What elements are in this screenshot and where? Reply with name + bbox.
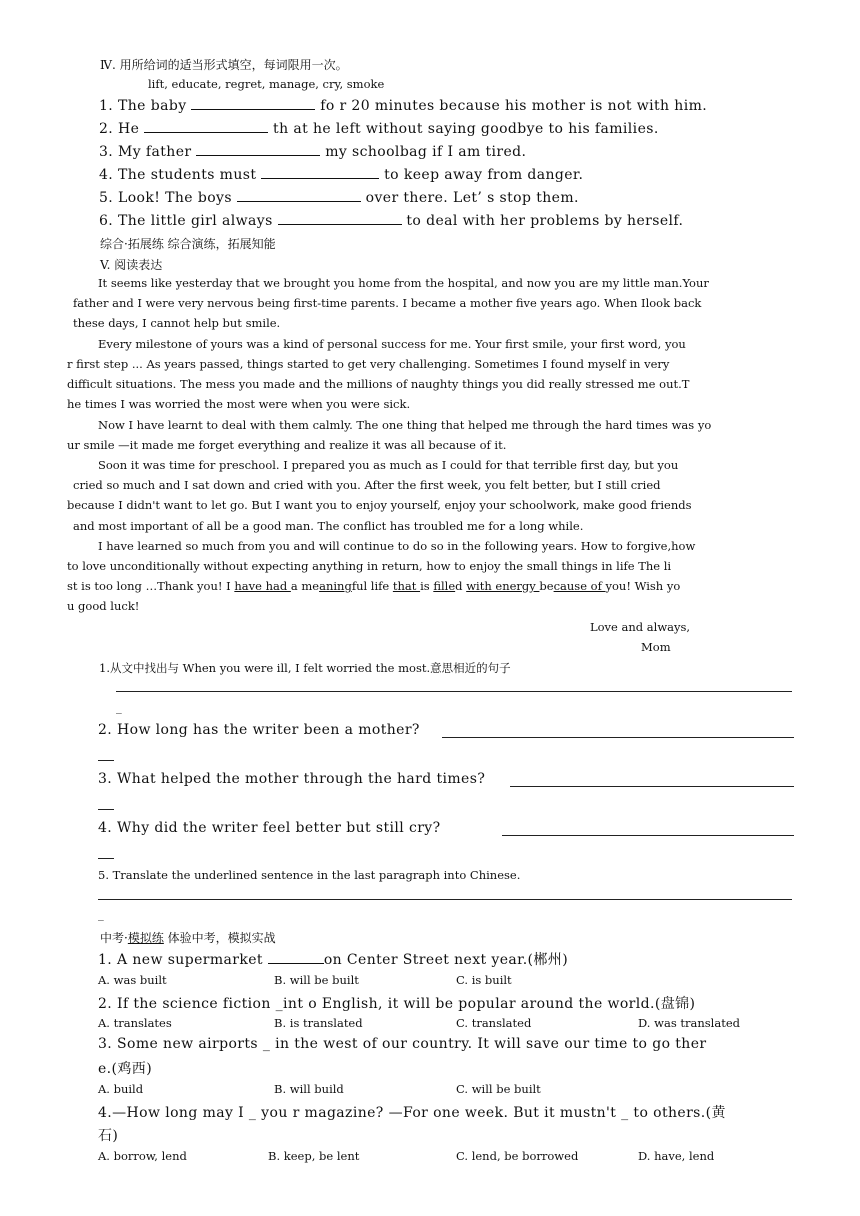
passage-line: Soon it was time for preschool. I prepared you as much as I could for that terrible first day, but you — [98, 458, 679, 472]
exam-heading: 中考·模拟练 体验中考，模拟实战 — [100, 931, 276, 945]
passage-line: these days, I cannot help but smile. — [73, 316, 281, 330]
passage-line: u good luck! — [67, 599, 140, 613]
fill-item-2: 2. He th at he left without saying goodbye to his families. — [99, 121, 659, 137]
fill-item-4: 4. The students must to keep away from danger. — [99, 167, 584, 183]
option-a[interactable]: A. borrow, lend — [98, 1149, 187, 1163]
mc-question-4: 4.—How long may I _ you r magazine? —For one week. But it mustn't _ to others.(黄 — [98, 1105, 726, 1121]
mc-question-4-cont: 石) — [98, 1128, 119, 1144]
answer-dash-line — [98, 809, 114, 810]
passage-line: father and I were very nervous being first-time parents. I became a mother five years ago. When Ilook back — [73, 296, 702, 310]
question-4: 4. Why did the writer feel better but still cry? — [98, 820, 441, 836]
option-b[interactable]: B. keep, be lent — [268, 1149, 360, 1163]
option-b[interactable]: B. will be built — [274, 973, 359, 987]
fill-item-5: 5. Look! The boys over there. Let’ s stop them. — [99, 190, 579, 206]
passage-line: cried so much and I sat down and cried with you. After the first week, you felt better, but I still cried — [73, 478, 661, 492]
passage-line: difficult situations. The mess you made and the millions of naughty things you did really stressed me out.T — [67, 377, 690, 391]
passage-line: ur smile —it made me forget everything and realize it was all because of it. — [67, 438, 507, 452]
section5-heading: V. 阅读表达 — [100, 258, 163, 272]
question-5: 5. Translate the underlined sentence in the last paragraph into Chinese. — [98, 868, 521, 882]
answer-line-4[interactable] — [502, 835, 794, 836]
option-a[interactable]: A. translates — [98, 1016, 172, 1030]
mc-question-3-cont: e.(鸡西) — [98, 1061, 153, 1077]
blank-input-1[interactable] — [191, 96, 315, 110]
question-3: 3. What helped the mother through the hard times? — [98, 771, 486, 787]
passage-line: It seems like yesterday that we brought you home from the hospital, and now you are my little man.Your — [98, 276, 709, 290]
mc-question-1: 1. A new supermarket on Center Street next year.(郴州) — [98, 952, 569, 968]
letter-closing: Love and always, — [590, 620, 691, 634]
blank-input-5[interactable] — [237, 188, 361, 202]
answer-dash-line — [98, 858, 114, 859]
passage-line: he times I was worried the most were when you were sick. — [67, 397, 411, 411]
blank-input-3[interactable] — [196, 142, 320, 156]
fill-item-6: 6. The little girl always to deal with her problems by herself. — [99, 213, 684, 229]
option-d[interactable]: D. have, lend — [638, 1149, 715, 1163]
passage-line: r first step ... As years passed, things started to get very challenging. Sometimes I found myself in very — [67, 357, 670, 371]
blank-input-6[interactable] — [278, 211, 402, 225]
answer-line-1[interactable] — [116, 691, 792, 692]
word-bank: lift, educate, regret, manage, cry, smoke — [148, 77, 385, 91]
answer-dash-line — [98, 760, 114, 761]
answer-line-2[interactable] — [442, 737, 794, 738]
fill-item-3: 3. My father my schoolbag if I am tired. — [99, 144, 527, 160]
option-a[interactable]: A. was built — [98, 973, 167, 987]
passage-line: to love unconditionally without expecting anything in return, how to enjoy the small things in life The li — [67, 559, 672, 573]
option-c[interactable]: C. lend, be borrowed — [456, 1149, 579, 1163]
option-b[interactable]: B. is translated — [274, 1016, 363, 1030]
question-2: 2. How long has the writer been a mother? — [98, 722, 420, 738]
blank-input-4[interactable] — [261, 165, 379, 179]
answer-dash: _ — [98, 907, 104, 921]
passage-line: Now I have learnt to deal with them calmly. The one thing that helped me through the hard times was yo — [98, 418, 712, 432]
option-b[interactable]: B. will build — [274, 1082, 344, 1096]
fill-item-1: 1. The baby fo r 20 minutes because his mother is not with him. — [99, 98, 708, 114]
passage-line: I have learned so much from you and will continue to do so in the following years. How to forgive,how — [98, 539, 696, 553]
passage-line-underlined: st is too long …Thank you! I have had a meaningful life that is filled with energy because of you! Wish yo — [67, 579, 681, 593]
answer-line-5[interactable] — [98, 899, 792, 900]
option-c[interactable]: C. translated — [456, 1016, 532, 1030]
mc-question-2: 2. If the science fiction _int o English, it will be popular around the world.(盘锦) — [98, 996, 696, 1012]
option-a[interactable]: A. build — [98, 1082, 144, 1096]
answer-dash: _ — [116, 700, 122, 714]
extend-heading: 综合·拓展练 综合演练，拓展知能 — [100, 237, 276, 251]
blank-input-2[interactable] — [144, 119, 268, 133]
blank-input-mc1[interactable] — [268, 950, 324, 964]
option-c[interactable]: C. will be built — [456, 1082, 541, 1096]
option-c[interactable]: C. is built — [456, 973, 512, 987]
option-d[interactable]: D. was translated — [638, 1016, 740, 1030]
passage-line: Every milestone of yours was a kind of personal success for me. Your first smile, your first word, you — [98, 337, 686, 351]
section4-heading: Ⅳ. 用所给词的适当形式填空，每词限用一次。 — [100, 58, 348, 72]
mc-question-3: 3. Some new airports _ in the west of our country. It will save our time to go ther — [98, 1036, 707, 1052]
letter-signature: Mom — [641, 640, 671, 654]
passage-line: because I didn't want to let go. But I want you to enjoy yourself, enjoy your schoolwork, make good friends — [67, 498, 692, 512]
question-1: 1.从文中找出与 When you were ill, I felt worried the most.意思相近的句子 — [99, 661, 511, 675]
passage-line: and most important of all be a good man. The conflict has troubled me for a long while. — [73, 519, 584, 533]
answer-line-3[interactable] — [510, 786, 794, 787]
